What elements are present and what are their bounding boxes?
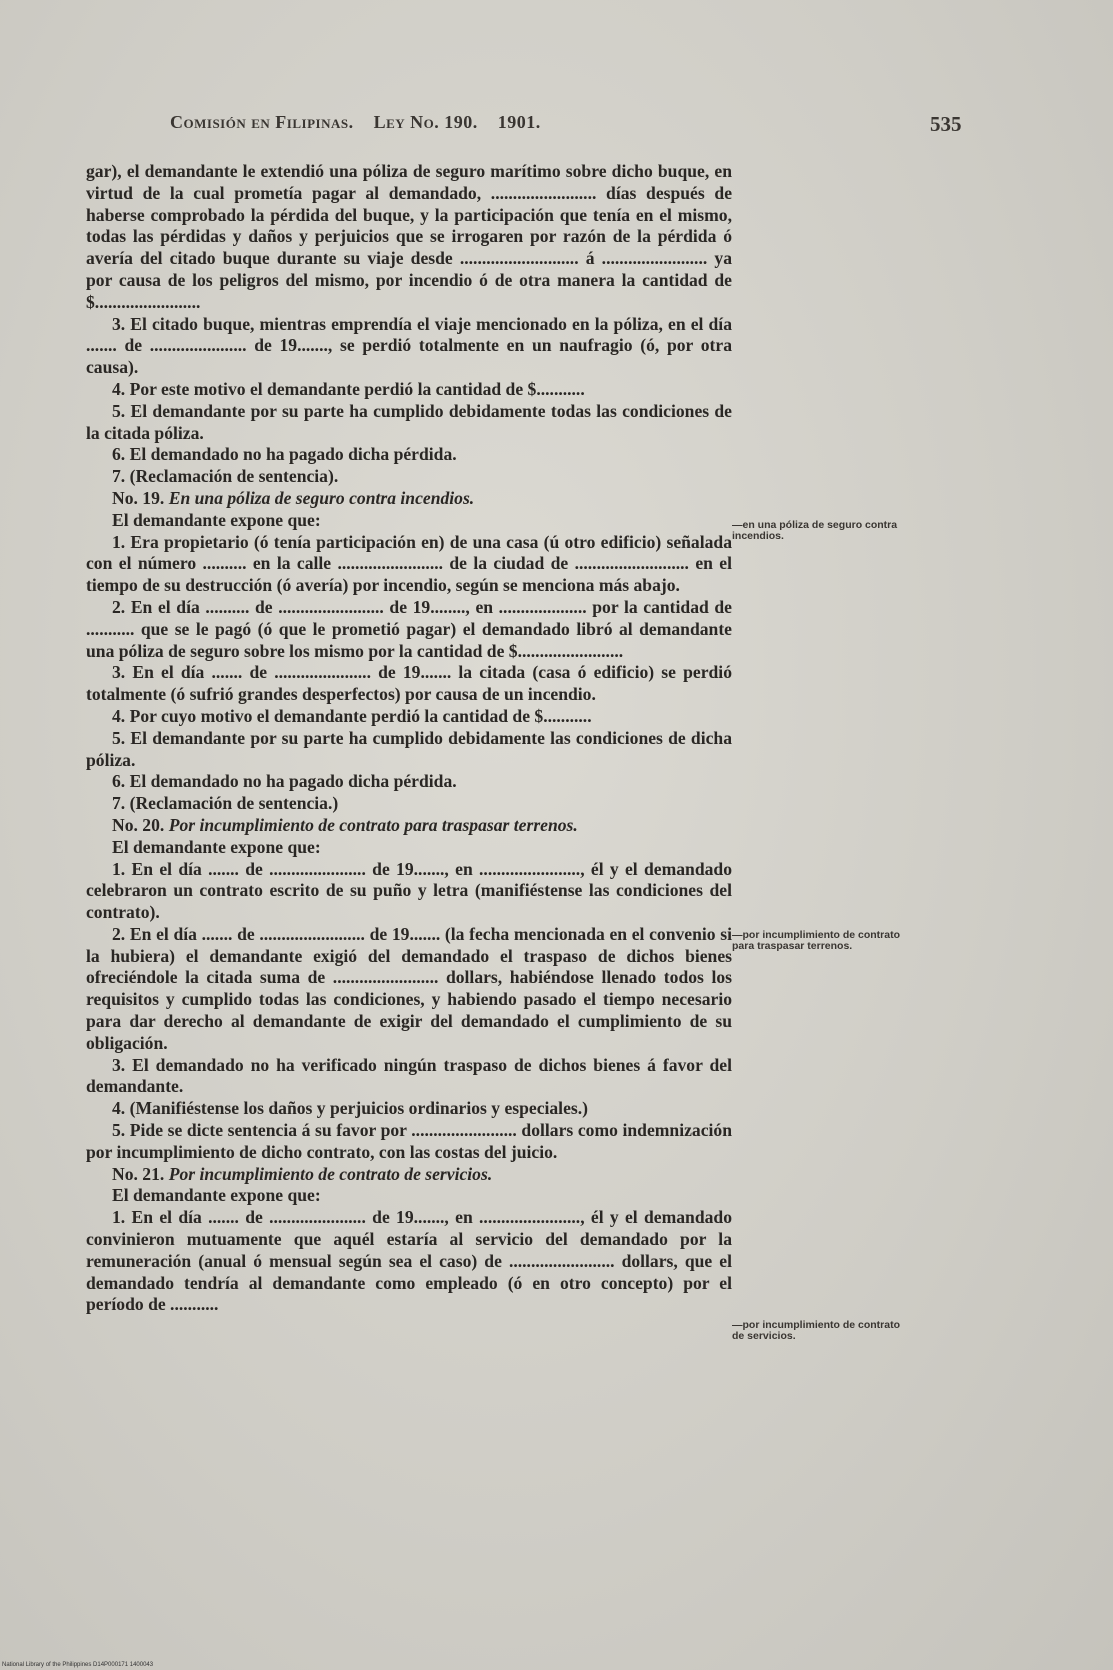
section-title: En una póliza de seguro contra incendios.: [168, 487, 475, 508]
section-heading: [86, 1164, 732, 1186]
section-title: Por incumplimiento de contrato para traspasar terrenos.: [168, 814, 578, 835]
section-heading: [86, 815, 732, 837]
paragraph: El demandante expone que:: [112, 836, 321, 857]
header-law: Ley No. 190.: [373, 112, 478, 132]
paragraph: El demandante expone que:: [112, 1185, 321, 1206]
paragraph: 3. El demandado no ha verificado ningún traspaso de dichos bienes á favor del demandante.: [86, 1054, 732, 1097]
section-title: Por incumplimiento de contrato de servicios.: [168, 1163, 493, 1184]
paragraph: 3. En el día ....... de ...................... de 19....... la citada (casa ó edificio) se perdió totalmente (ó sufrió grandes desperfectos) por causa de un incendio.: [86, 662, 732, 705]
section-heading: [86, 488, 732, 510]
paragraph: gar), el demandante le extendió una póliza de seguro marítimo sobre dicho buque, en virtud de la cual prometía pagar al demandado, ........................ días después de haberse comprobado la pérdida del buque, y la participación que tenía en el mismo, todas las pérdidas y daños y perjuicios que se irrogaren por razón de la pérdida ó avería del citado buque durante su viaje desde ........................... á ........................ ya por causa de los peligros del mismo, por incendio ó de otra manera la cantidad de $........................: [86, 161, 732, 312]
margin-note: —por incumplimiento de contrato para traspasar terrenos.: [732, 929, 901, 952]
header-title: Comisión en Filipinas.: [170, 112, 354, 132]
paragraph: 5. El demandante por su parte ha cumplido debidamente todas las condiciones de la citada póliza.: [86, 400, 732, 443]
paragraph: 5. Pide se dicte sentencia á su favor por ........................ dollars como indemnización por incumplimiento de dicho contrato, con las costas del juicio.: [86, 1120, 732, 1162]
paragraph: 6. El demandado no ha pagado dicha pérdida.: [112, 444, 457, 465]
header-year: 1901.: [497, 112, 541, 132]
paragraph: 5. El demandante por su parte ha cumplido debidamente las condiciones de dicha póliza.: [86, 727, 732, 770]
paragraph: 1. En el día ....... de ...................... de 19......., en ......................., él y el demandado celebraron un contrato escrito de su puño y letra (manifiéstense las condiciones del contrato).: [86, 858, 732, 923]
paragraph: 7. (Reclamación de sentencia).: [112, 466, 339, 487]
paragraph: 4. Por cuyo motivo el demandante perdió la cantidad de $...........: [112, 705, 592, 726]
paragraph: 4. Por este motivo el demandante perdió la cantidad de $...........: [112, 378, 585, 399]
body-text: [86, 161, 732, 1316]
margin-note: —en una póliza de seguro contra incendios.: [732, 519, 898, 542]
paragraph: El demandante expone que:: [112, 509, 321, 530]
running-header: [170, 112, 740, 133]
paragraph: 4. (Manifiéstense los daños y perjuicios ordinarios y especiales.): [112, 1098, 588, 1119]
page-number: 535: [930, 112, 962, 136]
margin-note: —por incumplimiento de contrato de servicios.: [732, 1319, 901, 1342]
section-number: No. 21.: [112, 1163, 165, 1184]
paragraph: 6. El demandado no ha pagado dicha pérdida.: [112, 771, 457, 792]
paragraph: 3. El citado buque, mientras emprendía el viaje mencionado en la póliza, en el día ....... de ...................... de 19......., se perdió totalmente en un naufragio (ó, por otra causa).: [86, 313, 732, 378]
paragraph: 1. Era propietario (ó tenía participación en) de una casa (ú otro edificio) señalada con el número .......... en la calle ........................ de la ciudad de .......................... en el tiempo de su destrucción (ó avería) por incendio, según se menciona más abajo.: [86, 531, 732, 596]
paragraph: 2. En el día .......... de ........................ de 19........, en .................... por la cantidad de ........... que se le pagó (ó que le prometió pagar) el demandado libró al demandante una póliza de seguro sobre los mismo por la cantidad de $........................: [86, 596, 732, 661]
paragraph: 7. (Reclamación de sentencia.): [112, 793, 339, 814]
paragraph: 1. En el día ....... de ...................... de 19......., en ......................., él y el demandado convinieron mutuamente que aquél estaría al servicio del demandado por la remuneración (anual ó mensual según sea el caso) de ........................ dollars, que el demandado tendría al demandante como empleado (ó en otro concepto) por el período de ...........: [86, 1207, 732, 1315]
section-number: No. 20.: [112, 814, 165, 835]
section-number: No. 19.: [112, 487, 165, 508]
paragraph: 2. En el día ....... de ........................ de 19....... (la fecha mencionada en el convenio si la hubiera) el demandante exigió del demandado el traspaso de dichos bienes ofreciéndole la citada suma de ........................ dollars, habiéndose llenado todos los requisitos y cumplido todas las condiciones, y habiendo pasado el tiempo necesario para dar derecho al demandante de exigir del demandado el cumplimiento de su obligación.: [86, 923, 732, 1053]
scan-footer: National Library of the Philippines D14P000171 1400043: [2, 1662, 154, 1668]
